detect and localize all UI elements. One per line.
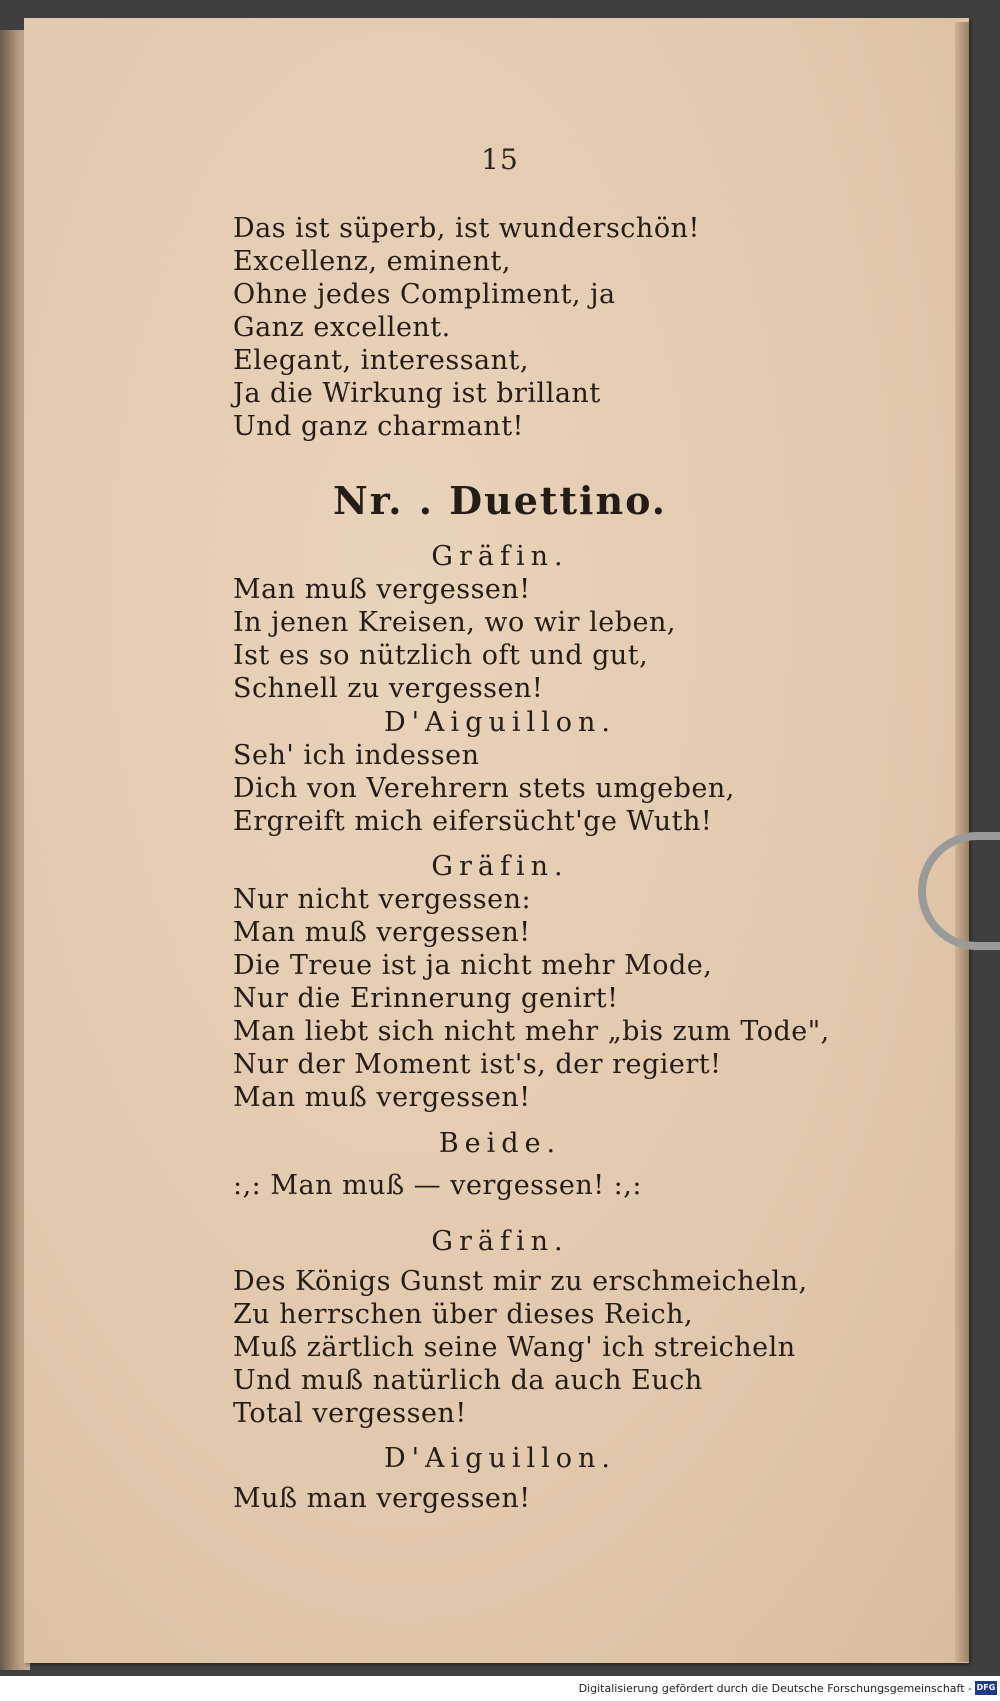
verse-line: Ganz excellent. <box>233 312 451 343</box>
verse-line: Ist es so nützlich oft und gut, <box>233 640 649 671</box>
section-heading: Nr. . Duettino. <box>332 478 668 523</box>
speaker-name: D'Aiguillon. <box>383 1443 616 1474</box>
verse-line: Man muß vergessen! <box>233 1082 531 1113</box>
verse-line: Die Treue ist ja nicht mehr Mode, <box>233 950 713 981</box>
verse-line: In jenen Kreisen, wo wir leben, <box>233 607 676 638</box>
verse-line: Muß man vergessen! <box>233 1483 531 1514</box>
verse-line: Nur die Erinnerung genirt! <box>233 983 619 1014</box>
verse-line: :,: Man muß — vergessen! :,: <box>233 1170 642 1201</box>
verse-line: Des Königs Gunst mir zu erschmeicheln, <box>233 1266 808 1297</box>
verse-line: Und muß natürlich da auch Euch <box>233 1365 703 1396</box>
verse-line: Schnell zu vergessen! <box>233 673 544 704</box>
verse-line: Und ganz charmant! <box>233 411 524 442</box>
verse-line: Man muß vergessen! <box>233 574 531 605</box>
speaker-name: Gräfin. <box>431 1226 569 1257</box>
verse-line: Das ist süperb, ist wunderschön! <box>233 213 700 244</box>
speaker-name: Gräfin. <box>431 851 569 882</box>
verse-line: Man liebt sich nicht mehr „bis zum Tode", <box>233 1016 830 1047</box>
footer-credit: Digitalisierung gefördert durch die Deutsche Forschungsgemeinschaft - <box>578 1682 972 1695</box>
speaker-name: D'Aiguillon. <box>383 707 616 738</box>
verse-line: Man muß vergessen! <box>233 917 531 948</box>
verse-line: Muß zärtlich seine Wang' ich streicheln <box>233 1332 796 1363</box>
verse-line: Ja die Wirkung ist brillant <box>233 378 601 409</box>
dfg-logo-icon: DFG <box>975 1681 997 1695</box>
verse-line: Dich von Verehrern stets umgeben, <box>233 773 735 804</box>
footer-bar <box>0 1676 1000 1701</box>
verse-line: Ergreift mich eifersücht'ge Wuth! <box>233 806 713 837</box>
verse-line: Nur der Moment ist's, der regiert! <box>233 1049 722 1080</box>
verse-line: Total vergessen! <box>233 1398 467 1429</box>
verse-line: Seh' ich indessen <box>233 740 480 771</box>
verse-line: Elegant, interessant, <box>233 345 529 376</box>
speaker-name: Beide. <box>438 1128 562 1159</box>
verse-line: Excellenz, eminent, <box>233 246 511 277</box>
verse-line: Zu herrschen über dieses Reich, <box>233 1299 694 1330</box>
verse-line: Nur nicht vergessen: <box>233 884 532 915</box>
speaker-name: Gräfin. <box>431 541 569 572</box>
verse-line: Ohne jedes Compliment, ja <box>233 279 616 310</box>
page-number: 15 <box>481 143 519 176</box>
